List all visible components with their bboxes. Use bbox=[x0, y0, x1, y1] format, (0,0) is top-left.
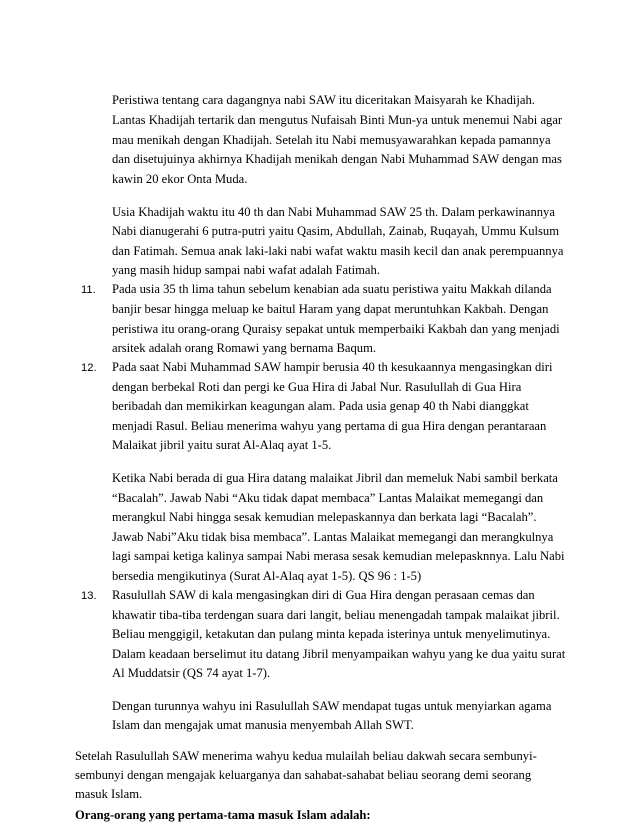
list-item-line: khawatir tiba-tiba terdengan suara dari langit, beliau menengadah tampak malaikat jibril. bbox=[112, 608, 560, 622]
dakwah-line: masuk Islam. bbox=[75, 787, 143, 801]
list-item-line: peristiwa itu orang-orang Quraisy sepakat untuk memperbaiki Kakbah dan yang menjadi bbox=[112, 322, 560, 336]
dakwah-line: Setelah Rasulullah SAW menerima wahyu kedua mulailah beliau dakwah secara sembunyi- bbox=[75, 749, 537, 763]
list-item-line: menjadi Rasul. Beliau menerima wahyu yang pertama di gua Hira dengan perantaraan bbox=[112, 419, 547, 433]
list-item-line: Malaikat jibril yaitu surat Al-Alaq ayat 1-5. bbox=[112, 438, 332, 452]
turunnya-line: Dengan turunnya wahyu ini Rasulullah SAW mendapat tugas untuk menyiarkan agama bbox=[112, 699, 552, 713]
jibril-line: “Bacalah”. Jawab Nabi “Aku tidak dapat membaca” Lantas Malaikat memegangi dan bbox=[112, 491, 544, 505]
intro-line: dan disetujuinya akhirnya Khadijah menikah dengan Nabi Muhammad SAW dengan mas bbox=[112, 152, 562, 166]
intro-line: mau menikah dengan Khadijah. Setelah itu Nabi memusyawarahkan kepada pamannya bbox=[112, 133, 551, 147]
age-line: dan Fatimah. Semua anak laki-laki nabi wafat waktu masih kecil dan anak perempuannya bbox=[112, 244, 564, 258]
jibril-line: Jawab Nabi”Aku tidak bisa membaca”. Lantas Malaikat memegangi dan merangkulnya bbox=[112, 530, 554, 544]
list-item-number: 11. bbox=[81, 284, 96, 296]
list-item-number: 13. bbox=[81, 590, 97, 602]
list-item-line: Pada saat Nabi Muhammad SAW hampir berusia 40 th kesukaannya mengasingkan diri bbox=[112, 360, 553, 374]
list-item-line: arsitek adalah orang Romawi yang bernama Baqum. bbox=[112, 341, 377, 355]
section-heading: Orang-orang yang pertama-tama masuk Islam adalah: bbox=[75, 808, 371, 822]
list-item-line: banjir besar hingga meluap ke baitul Haram yang dapat meruntuhkan Kakbah. Dengan bbox=[112, 302, 549, 316]
age-line: Nabi dianugerahi 6 putra-putri yaitu Qasim, Abdullah, Zainab, Ruqayah, Ummu Kulsum bbox=[112, 224, 559, 238]
list-item-line: Beliau menggigil, ketakutan dan pulang minta kepada isterinya untuk menyelimutinya. bbox=[112, 627, 551, 641]
dakwah-line: sembunyi dengan mengajak keluarganya dan sahabat-sahabat beliau seorang demi seorang bbox=[75, 768, 532, 782]
intro-line: Peristiwa tentang cara dagangnya nabi SAW itu diceritakan Maisyarah ke Khadijah. bbox=[112, 93, 535, 107]
list-item-line: beribadah dan memikirkan keagungan alam. Pada usia genap 40 th Nabi dianggkat bbox=[112, 399, 529, 413]
jibril-line: bersedia mengikutinya (Surat Al-Alaq ayat 1-5). QS 96 : 1-5) bbox=[112, 569, 422, 583]
list-item-line: Al Muddatsir (QS 74 ayat 1-7). bbox=[112, 666, 271, 680]
list-item-line: Rasulullah SAW di kala mengasingkan diri di Gua Hira dengan perasaan cemas dan bbox=[112, 588, 535, 602]
jibril-line: Ketika Nabi berada di gua Hira datang malaikat Jibril dan memeluk Nabi sambil berkata bbox=[112, 471, 558, 485]
turunnya-line: Islam dan mengajak umat manusia menyembah Allah SWT. bbox=[112, 718, 414, 732]
list-item-line: Dalam keadaan berselimut itu datang Jibril menyampaikan wahyu yang ke dua yaitu surat bbox=[112, 647, 566, 661]
intro-line: Lantas Khadijah tertarik dan mengutus Nufaisah Binti Mun-ya untuk menemui Nabi agar bbox=[112, 113, 563, 127]
age-line: Usia Khadijah waktu itu 40 th dan Nabi Muhammad SAW 25 th. Dalam perkawinannya bbox=[112, 205, 555, 219]
age-line: yang masih hidup sampai nabi wafat adalah Fatimah. bbox=[112, 263, 380, 277]
list-item-line: dengan berbekal Roti dan pergi ke Gua Hira di Jabal Nur. Rasulullah di Gua Hira bbox=[112, 380, 522, 394]
jibril-line: lagi sampai ketiga kalinya sampai Nabi merasa sesak kemudian melepasknnya. Lalu Nabi bbox=[112, 549, 565, 563]
list-item-number: 12. bbox=[81, 362, 97, 374]
jibril-line: merangkul Nabi hingga sesak kemudian melepaskannya dan berkata lagi “Bacalah”. bbox=[112, 510, 537, 524]
list-item-line: Pada usia 35 th lima tahun sebelum kenabian ada suatu peristiwa yaitu Makkah dilanda bbox=[112, 282, 552, 296]
intro-line: kawin 20 ekor Onta Muda. bbox=[112, 172, 248, 186]
